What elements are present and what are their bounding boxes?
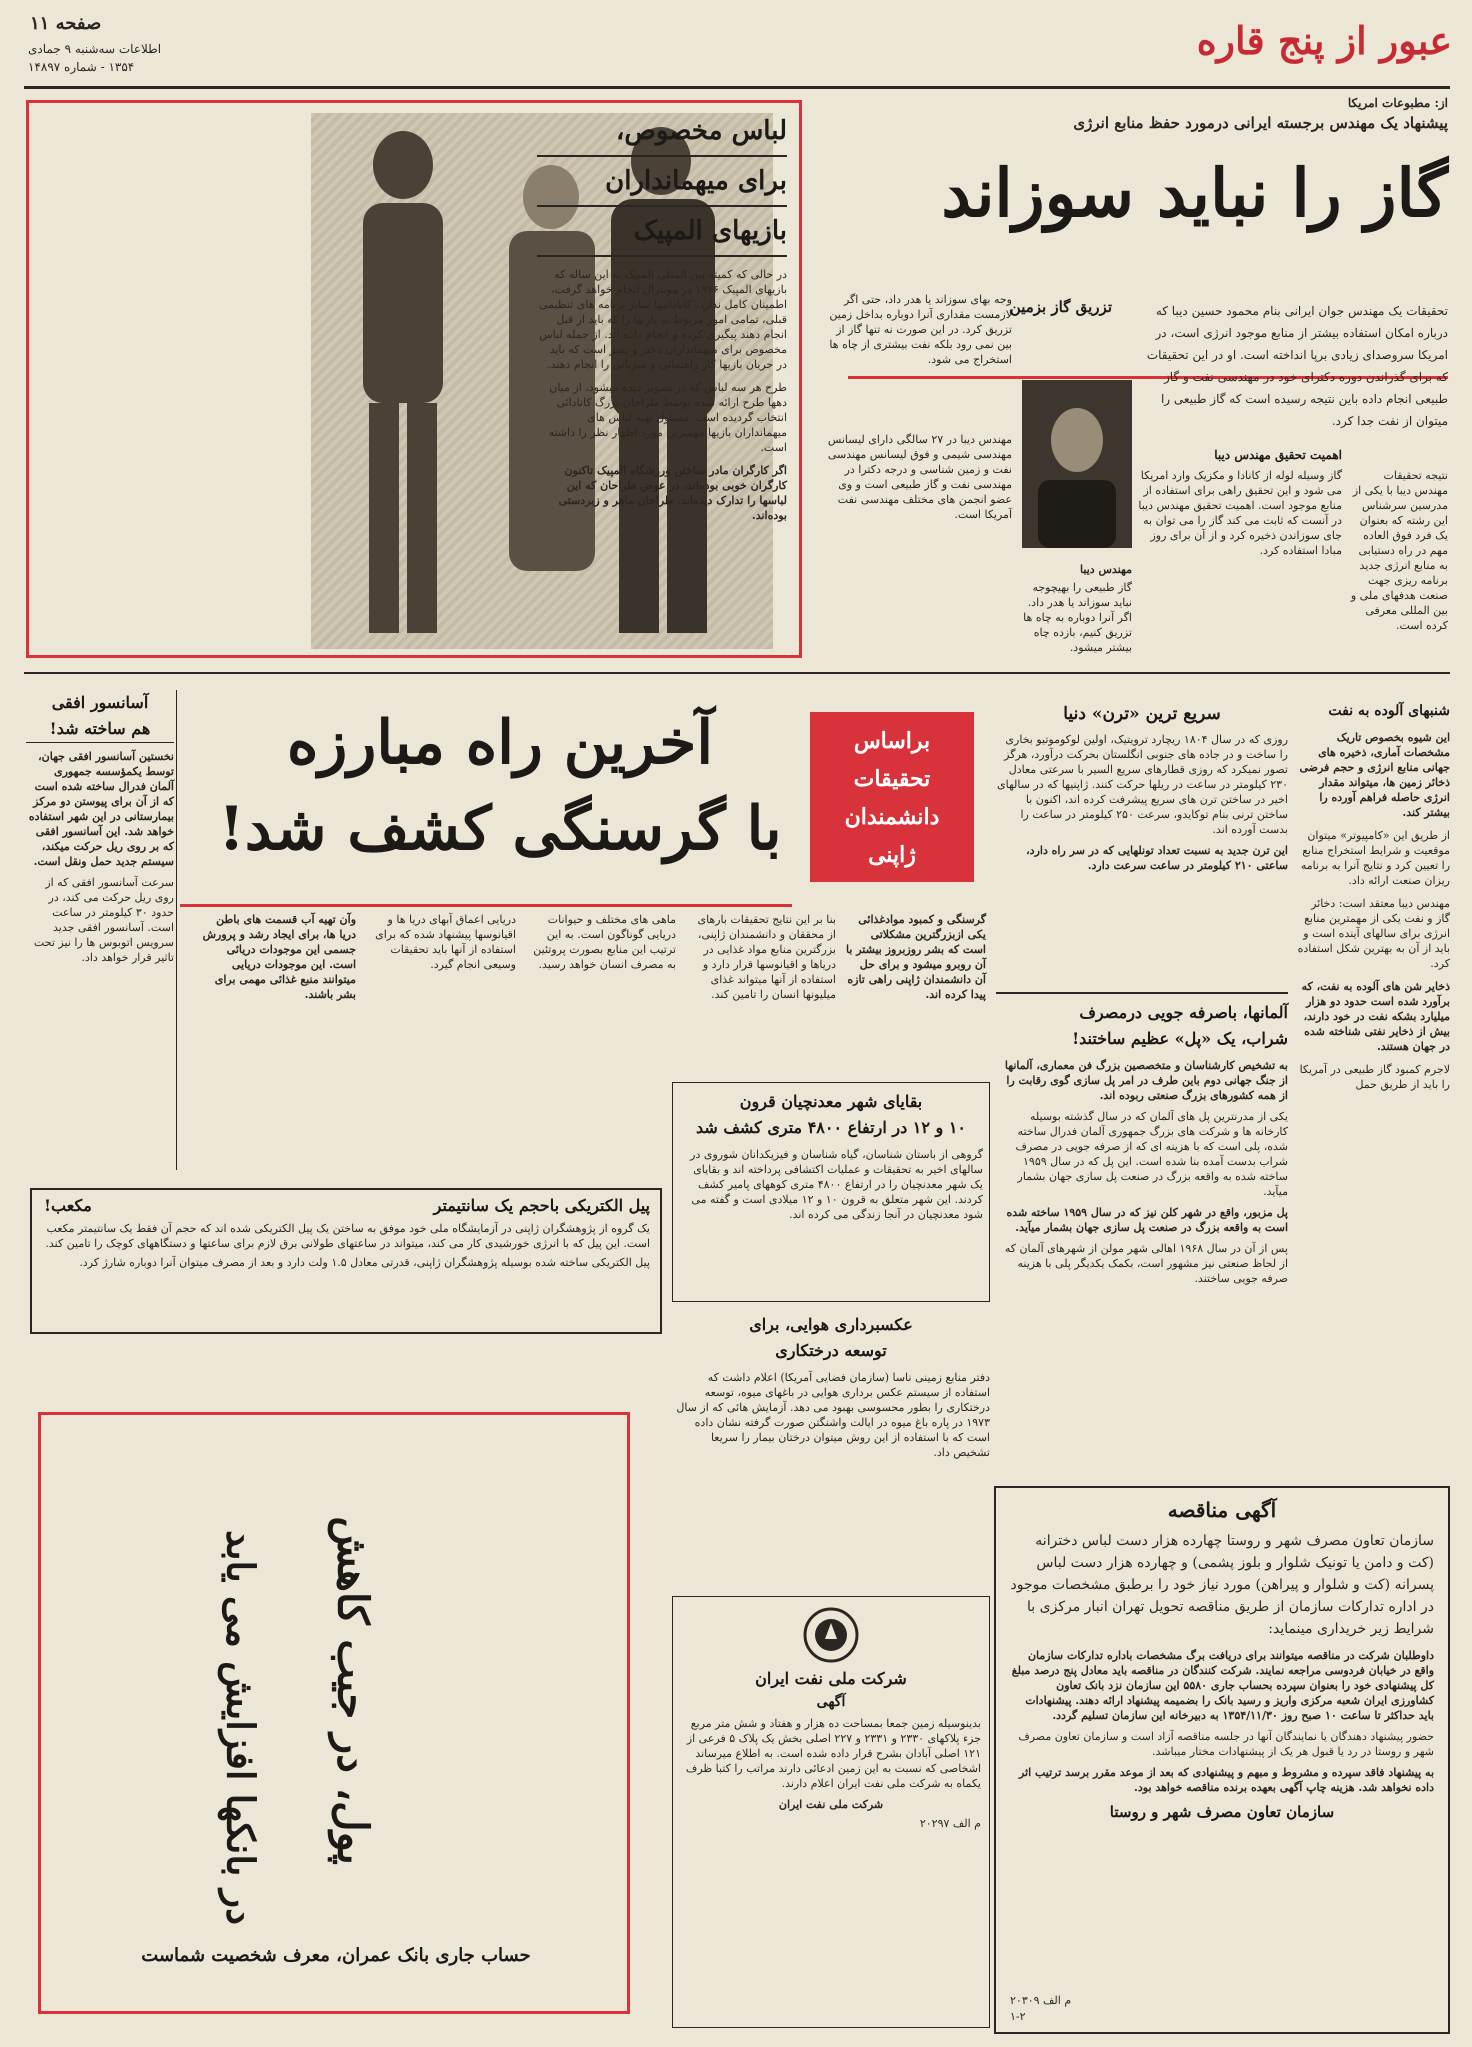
- olympic-title-1: لباس مخصوص،: [537, 111, 787, 157]
- elevator-paragraph-1: نخستین آسانسور افقی جهان، توسط یکمؤسسه جمهوری آلمان فدرال ساخته شده است که از آن برای پیوستن دو مرکز بیمارستانی در این شهر استفاده خواهد شد. این آسانسور افقی که بر روی ریل حرکت میکند، سیستم جدید حمل ونقل است.: [28, 750, 174, 868]
- gas-subhead: تزریق گاز بزمین: [1009, 298, 1112, 316]
- gas-source: از: مطبوعات امریکا: [1347, 96, 1448, 110]
- aerial-title-1: عکسبرداری هوایی، برای: [749, 1315, 913, 1334]
- masthead-rule: [24, 86, 1450, 89]
- train-paragraph-1: روزی که در سال ۱۸۰۴ ریچارد ترویتیک، اولین لوکوموتیو بخاری را ساخت و در جاده های جنوبی انگلستان بحرکت درآورد، هرگز تصور نمیکرد که روزی قطارهای سریع السیر با سرعتی معادل ۲۳۰ کیلومتر در ساعت در ریلها حرکت کنند. ژاپنیها که در سالهای اخیر در ساختن ترن های سریع پیشرفت کرده اند، اکنون با ساختن ترنی بنام توکایدو، سرعت ۲۵۰ کیلومتر در ساعت را بدست آورده اند.: [997, 733, 1288, 836]
- tender-notice: [994, 1486, 1450, 2034]
- olympic-text-column: [537, 111, 787, 523]
- tender-code: م الف ۲۰۳۰۹: [1010, 1994, 1072, 2007]
- miners-article: [672, 1082, 990, 1302]
- gas-kicker: پیشنهاد یک مهندس برجسته ایرانی درمورد حفظ منابع انرژی: [1073, 114, 1448, 132]
- sidebar-paragraph-3: مهندس دیبا معتقد است: دخائر گاز و نفت یکی از مهمترین منابع انرژی برای سالهای آینده است و باید از آن به بهترین شکل استفاده کرد.: [1297, 897, 1450, 970]
- masthead: [0, 0, 1472, 92]
- upper-section-rule: [24, 672, 1450, 674]
- aerial-title-2: توسعه درختکاری: [775, 1341, 887, 1360]
- hunger-title-1: آخرین راه مبارزه: [286, 708, 713, 778]
- nioc-name: شرکت ملی نفت ایران: [755, 1669, 907, 1688]
- elevator-article: [26, 690, 174, 1180]
- tender-paragraph-2: حضور پیشنهاد دهندگان یا نمایندگان آنها در جلسه مناقصه آزاد است و سازمان تعاون مصرف شهر و روستا در رد یا قبول هر یک از پیشنهادات مختار میباشد.: [1018, 1730, 1434, 1758]
- portrait-icon: [1022, 380, 1132, 548]
- bridge-subparagraph: پل مزبور، واقع در شهر کلن نیز که در سال ۱۹۵۹ ساخته شده است به واقعه بزرگ در صنعت پل سازی جهان بشمار میآید.: [1006, 1206, 1288, 1234]
- gas-column-1: نتیجه تحقیقات مهندس دیبا با یکی از مدرسین سرشناس این رشته که بعنوان یک فرد فوق العاده مهم در راه دستیابی به منابع انرژی جدید برنامه ریزی جهت صنعت هدفهای ملی و بین المللی معرفی کرده است.: [1350, 469, 1448, 632]
- tender-paragraph-1: داوطلبان شرکت در مناقصه میتوانند برای دریافت برگ مشخصات باداره تدارکات سازمان واقع در خیابان فردوسی مراجعه نمایند. شرکت کنندگان در مناقصه باید معادل پنج درصد مبلغ کل پیشنهادی خود را بعنوان سپرده بحساب جاری ۵۵۸۰ این سازمان نزد بانک تعاون کشاورزی ایران شعبه مرکزی واریز و رسید بانک را بضمیمه پیشنهاد ارائه دهند. پیشنهادات باید حداکثر تا ساعت ۱۰ صبح روز ۱۳۵۴/۱۱/۳۰ به دبیرخانه این سازمان تسلیم گردد.: [1011, 1649, 1434, 1722]
- tender-lead: سازمان تعاون مصرف شهر و روستا چهارده هزار دست لباس دخترانه (کت و دامن یا تونیک شلوار و بلوز پشمی) و چهارده هزار دست لباس پسرانه (کت و شلوار و پیراهن) مورد نیاز خود را برطبق مشخصات موجود در اداره تدارکات سازمان از طریق مناقصه تحویل تهران انبار مرکزی با شرایط زیر خریداری مینماید:: [1010, 1533, 1434, 1637]
- hunger-rule: [180, 904, 792, 907]
- gas-title: گاز را نباید سوزاند: [941, 154, 1448, 232]
- hunger-headline: [200, 700, 800, 900]
- tender-title: آگهی مناقصه: [1167, 1498, 1277, 1522]
- battery-title: پیل الکتریکی باحجم یک سانتیمتر: [433, 1196, 650, 1215]
- portrait-caption-text: گاز طبیعی را بهیچوجه نباید سوزاند یا هدر داد. اگر آنرا دوباره به چاه ها تزریق کنیم، بازده چاه بیشتر میشود.: [1023, 581, 1132, 654]
- miners-title-1: بقایای شهر معدنچیان قرون: [739, 1092, 923, 1111]
- gas-column-3b: مهندس دیبا در ۲۷ سالگی دارای لیسانس مهندسی شیمی و فوق لیسانس مهندسی نفت و زمین شناسی و درجه دکترا در مهندسی نفت و گاز طبیعی است و وی عضو انجمن های مختلف مهندسی نفت آمریکا است.: [827, 433, 1012, 521]
- sidebar-column: [1296, 700, 1450, 1430]
- hunger-column-1: ماهی های مختلف و حیوانات دریایی گوناگون است. به این ترتیب این منابع بصورت پروتئین به مصرف انسان خواهد رسید.: [533, 913, 676, 971]
- olympic-paragraph-2: طرح هر سه لباس که در تصویر دیده میشود، از میان دهها طرح ارائه شده توسط طراحان بزرگ کانادائی انتخاب گردیده است. مسئول تهیه لباس های میهمانداران بازیها مهمترین مورد اظهار نظر را داشته است.: [548, 381, 787, 454]
- elevator-title: آسانسور افقی: [51, 693, 149, 712]
- olympic-title-2: برای میهمانداران: [537, 157, 787, 207]
- bridge-paragraph-2: پس از آن در سال ۱۹۶۸ اهالی شهر مولن از شهرهای آلمان که از لحاظ صنعتی نیز مشهور است، بکمک یکدیگر پلی با هزینه صرفه جویی ساختند.: [1004, 1242, 1288, 1285]
- sidebar-title: شنبهای آلوده به نفت: [1328, 703, 1450, 719]
- hunger-title-2: با گرسنگی کشف شد!: [218, 794, 782, 864]
- train-rule: [996, 992, 1288, 994]
- tender-code-2: ۱-۲: [1010, 2010, 1026, 2023]
- sidebar-paragraph-4: ذخایر شن های آلوده به نفت، که برآورد شده است حدود دو هزار میلیارد بشکه نفت در خود دارند، بیش از ذخایر نفتی شناخته شده در جهان هستند.: [1301, 980, 1450, 1053]
- tender-paragraph-3: به پیشنهاد فاقد سپرده و مشروط و مبهم و پیشنهادی که بعد از موعد مقرر برسد ترتیب اثر داده نخواهد شد. هزینه چاپ آگهی بعهده برنده مناقصه خواهد بود.: [1018, 1766, 1434, 1794]
- sidebar-paragraph-5: لاجرم کمبود گاز طبیعی در آمریکا را باید از طریق حمل: [1299, 1063, 1450, 1091]
- bridge-paragraph-1: یکی از مدرنترین پل های آلمان که در سال گذشته بوسیله کارخانه ها و شرکت های بزرگ جمهوری آلمان فدرال ساخته شده، پلی است که با هزینه ای که از صرفه جویی در مصرف شراب بدست آمده بنا شده است. این پل که در سال ۱۹۵۹ ساخته شده به واقعه بزرگ در صنعت پل سازی جهان بشمار میآید.: [1015, 1110, 1288, 1198]
- train-title: سریع ترین «ترن» دنیا: [1063, 704, 1221, 724]
- miners-paragraph: گروهی از باستان شناسان، گیاه شناسان و فیزیکدانان شوروی در سالهای اخیر به تحقیقات و عملیات اکتشافی پرداخته اند و بقایای یک شهر معدنچیان را در ارتفاع ۴۸۰۰ متری کوههای پامیر کشف کردند. این شهر متعلق به قرون ۱۰ و ۱۲ میلادی است و گفته می شود معدنچیان در آنجا زندگی می کرده اند.: [690, 1148, 983, 1221]
- aerial-article: [672, 1312, 990, 1582]
- elevator-paragraph-2: سرعت آسانسور افقی که از روی ریل حرکت می کند، در حدود ۳۰ کیلومتر در ساعت است. آسانسور افقی جدید سرویس اتوبوس ها را نیز تحت تاثیر قرار خواهد داد.: [33, 876, 174, 964]
- train-paragraph-2: این ترن جدید به نسبت تعداد تونلهایی که در سر راه دارد، ساعتی ۲۱۰ کیلومتر در ساعت سرعت دارد.: [1026, 844, 1288, 872]
- olympic-title-3: بازیهای المپیک: [537, 207, 787, 257]
- hunger-column-3: وآن تهیه آب قسمت های باطن دریا ها، برای ایجاد رشد و پرورش جسمی این موجودات دریائی است. این موجودات دریایی میتوانند منبع غذائی مهمی برای بشر باشند.: [202, 913, 356, 1001]
- issue-date: اطلاعات سه‌شنبه ۹ جمادی: [28, 42, 162, 56]
- gas-column-3: وجه بهای سوزاند یا هدر داد، حتی اگر لازمست مقداری آنرا دوباره بداخل زمین تزریق کرد. در این صورت نه تنها گاز از بین نمی رود بلکه نفت بیشتری از چاه ها استخراج می شود.: [829, 293, 1012, 366]
- olympic-article: [26, 100, 802, 658]
- page-number: صفحه ۱۱: [30, 13, 102, 34]
- hunger-badge-text: براساس تحقیقات دانشمندان ژاپنی: [844, 728, 940, 868]
- elevator-title-2: هم ساخته شد!: [26, 716, 174, 743]
- gas-intro: تحقیقات یک مهندس جوان ایرانی بنام محمود حسین دیبا که درباره امکان استفاده بیشتر از منابع موجود انرژی است، در امریکا سروصدای زیادی برپا انداخته است. او در این تحقیقات که برای گذراندن دوره دکترای خود در مهندسی نفت و گاز طبیعی انجام داده باین نتیجه رسیده است که گاز طبیعی را میتوان از نفت جدا کرد.: [1146, 304, 1448, 428]
- hunger-badge: [810, 712, 974, 882]
- gas-article: [812, 92, 1452, 712]
- bank-ad: [38, 1412, 630, 2014]
- bank-ad-line-2: در بانکها افزایش می یابد: [218, 1530, 264, 1925]
- gas-column-2: گاز وسیله لوله از کانادا و مکزیک وارد امریکا می شود و این تحقیق راهی برای استفاده از منابع موجود است. اهمیت تحقیق مهندس دیبا در آنست که ثابت می کند گاز را می توان به جای سوزاندن ذخیره کرد و از آن برای روز مبادا استفاده کرد.: [1138, 469, 1342, 557]
- battery-paragraph-2: پیل الکتریکی ساخته شده بوسیله پژوهشگران ژاپنی، قدرتی معادل ۱.۵ ولت دارد و بعد از مصرف میتوان آنرا دوباره شارژ کرد.: [79, 1256, 650, 1269]
- nioc-logo-icon: [801, 1605, 861, 1665]
- battery-article: [30, 1188, 662, 1334]
- bridge-lead: به تشخیص کارشناسان و متخصصین بزرگ فن معماری، آلمانها از جنگ جهانی دوم باین طرف در امر پل سازی گوی رقابت را از همه کشورهای بزرگ صنعتی ربوده اند.: [1004, 1059, 1288, 1102]
- bank-ad-line-1: پول، در جیب کاهش: [328, 1516, 378, 1865]
- train-article: [996, 700, 1288, 980]
- sidebar-paragraph-1: این شیوه بخصوص تاریک مشخصات آماری، ذخیره های جهانی منابع انرژی و حجم فرضی ذخائر زمین ها، میتواند مقدار انرژی حاصله فراهم آورده را بیشتر کند.: [1299, 731, 1450, 819]
- battery-paragraph-1: یک گروه از پژوهشگران ژاپنی در آزمایشگاه ملی خود موفق به ساختن یک پیل الکتریکی شده اند که حجم آن فقط یک سانتیمتر مکعب است. این پیل که با انرژی خورشیدی کار می کند، میتواند در ساعتهای طولانی برق لازم برای ساعتها و دستگاههای کوچک را تامین کند.: [45, 1222, 650, 1250]
- bank-ad-footer: حساب جاری بانک عمران، معرف شخصیت شماست: [141, 1945, 531, 1966]
- nioc-code: م الف ۲۰۲۹۷: [919, 1817, 981, 1830]
- nioc-signature: شرکت ملی نفت ایران: [778, 1798, 884, 1811]
- bridge-title-1: آلمانها، باصرفه جویی درمصرف: [1079, 1003, 1288, 1022]
- nioc-paragraph: بدینوسیله زمین جمعا بمساحت ده هزار و هفتاد و شش متر مربع جزء پلاکهای ۲۳۳۰ و ۲۳۳۱ و ۲۲۷ اصلی بخش یک پلاک ۵ فرعی از ۱۲۱ اصلی آبادان بشرح قرار داده شده است. به اطلاع میرساند اشخاصی که نسبت به این زمین ادعائی دارند مراتب را کتبا ظرف یکماه به شرکت ملی نفت ایران اعلام دارند.: [685, 1717, 981, 1790]
- sidebar-paragraph-2: از طریق این «کامپیوتر» میتوان موقعیت و شرایط استخراج منابع را تعیین کرد و نتایج آنرا به برنامه ریزان صنعت ارائه داد.: [1300, 829, 1450, 887]
- aerial-paragraph: دفتر منابع زمینی ناسا (سازمان فضایی آمریکا) اعلام داشت که استفاده از سیستم عکس برداری هوایی در باغهای میوه، توسعه درختکاری را بطور محسوسی بهبود می دهد. آزمایش هائی که از سال ۱۹۷۳ در پاره باغ میوه در ایالت واشنگتن صورت گرفته نشان داده است که با استفاده از این روش میتوان درختان بیمار را سریعا تشخیص داد.: [676, 1371, 990, 1459]
- bank-ad-script: [121, 1455, 551, 1925]
- battery-cube: مکعب!: [44, 1196, 92, 1215]
- nioc-title: آگهی: [816, 1694, 846, 1710]
- portrait-caption: مهندس دیبا: [1080, 563, 1132, 576]
- olympic-paragraph-3: اگر کارگران مادر ساختن ورزشگاه المپیک تاکنون کارگران خوبی بوده‌اند، در عوض طراحان که این لباسها را تدارک دیده‌اند، طراحان ماهر و زبردستی بوده‌اند.: [558, 464, 787, 522]
- olympic-paragraph-1: در حالی که کمیته بین المللی المپیک به این ساله که بازیهای المپیک ۱۹۷۶ در مونترال انجام خواهد گرفت، اطمینان کامل ندارد، کانادائیها سایر برنامه های تنظیمی قبلی، تمامی امور مربوط به بازیها را که باید از قبل انجام دهند پیگیری کرده و انجام داده اند. از جمله لباس مخصوص برای میهمانداران دختر و پسر است که باید در جریان بازیها کار راهنمائی و میزبانی را انجام دهند.: [539, 268, 787, 371]
- hunger-column-4: بنا بر این نتایج تحقیقات بارهای از محققان و دانشمندان ژاپنی، بزرگترین منابع مواد غذایی در دریاها و اقیانوسها قرار دارد و استفاده از آنها میتواند غذای میلیونها انسان را تامین کند.: [697, 913, 836, 1001]
- elevator-divider: [176, 690, 177, 1170]
- miners-title-2: ۱۰ و ۱۲ در ارتفاع ۴۸۰۰ متری کشف شد: [695, 1118, 967, 1137]
- bridge-article: [996, 1000, 1288, 1470]
- nioc-notice: [672, 1596, 990, 2028]
- gas-subhead-2: اهمیت تحقیق مهندس دیبا: [1214, 448, 1342, 462]
- tender-signature: سازمان تعاون مصرف شهر و روستا: [1109, 1803, 1335, 1821]
- engineer-portrait: [1022, 380, 1132, 548]
- issue-number: ۱۳۵۴ - شماره ۱۴۸۹۷: [28, 60, 135, 74]
- hunger-column-2: دریایی اعماق آبهای دریا ها و اقیانوسها پیشنهاد شده که برای استفاده از آنها باید تحقیقات وسیعی انجام گیرد.: [375, 913, 516, 971]
- bridge-title-2: شراب، یک «پل» عظیم ساختند!: [1072, 1029, 1288, 1048]
- section-title: عبور از پنج قاره: [1196, 18, 1452, 63]
- hunger-lead: گرسنگی و کمبود موادغذائی یکی ازبزرگترین مشکلاتی است که بشر روزبروز بیشتر با آن روبرو میشود و برای حل آن دانشمندان ژاپنی راهی تازه پیدا کرده اند.: [846, 913, 986, 1001]
